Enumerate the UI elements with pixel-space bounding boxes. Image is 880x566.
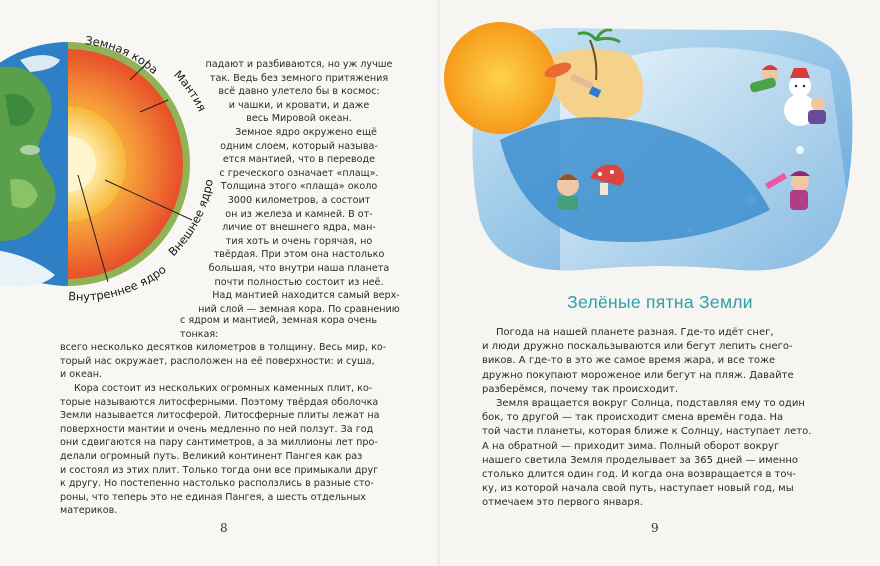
- label-mantle: Мантия: [171, 67, 210, 114]
- text-line: ний слой — земная кора. По сравнению: [198, 303, 400, 315]
- text-line: с греческого означает «плащ».: [219, 167, 379, 179]
- section-heading: Зелёные пятна Земли: [567, 292, 753, 312]
- text-line: Земли называется литосферой. Литосферные плиты лежат на: [60, 410, 380, 422]
- text-line: А на обратной — приходит зима. Полный оборот вокруг: [482, 440, 780, 452]
- text-line: ется мантией, что в переводе: [222, 154, 376, 166]
- text-line: материков.: [60, 505, 118, 517]
- text-line: виков. А где-то в это же самое время жара, и все тоже: [482, 355, 776, 367]
- text-line: той части планеты, которая ближе к Солнцу, наступает лето.: [482, 426, 812, 438]
- text-line: Толщина этого «плаща» около: [220, 181, 378, 193]
- text-line: нашего светила Земля проделывает за 365 дней — именно: [482, 454, 799, 466]
- label-outer-core: Внешнее ядро: [165, 178, 216, 259]
- text-line: тия хоть и очень горячая, но: [225, 235, 373, 247]
- text-line: они сдвигаются на пару сантиметров, а за миллионы лет про-: [60, 437, 378, 449]
- text-line: делали огромный путь. Великий континент Пангея как раз: [60, 450, 363, 462]
- text-line: почти полностью состоит из неё.: [214, 276, 384, 288]
- label-crust: Земная кора: [84, 33, 161, 77]
- text-line: роны, что теперь это не единая Пангея, а шесть отдельных: [60, 491, 366, 503]
- text-line: и люди дружно поскальзываются или бегут лепить снего-: [482, 341, 793, 353]
- text-line: так. Ведь без земного притяжения: [209, 72, 389, 84]
- column-text: [190, 58, 408, 316]
- right-page: [440, 0, 880, 566]
- text-line: всё давно улетело бы в космос:: [218, 86, 380, 98]
- text-line: разберёмся, почему так происходит.: [482, 383, 679, 395]
- text-line: твёрдая. При этом она настолько: [213, 249, 385, 261]
- text-line: отмечаем это первого января.: [482, 497, 643, 509]
- text-line: Земное ядро окружено ещё: [235, 126, 377, 138]
- right-text: [482, 326, 842, 511]
- text-line: поверхности мантии и очень медленно по ней ползут. За год: [60, 423, 374, 435]
- text-line: 3000 километров, а состоит: [227, 194, 371, 206]
- text-line: торые называются литосферными. Поэтому твёрдая оболочка: [60, 396, 379, 408]
- text-line: с ядром и мантией, земная кора очень тонкая:: [180, 315, 377, 340]
- text-line: Кора состоит из нескольких огромных каменных плит, ко-: [74, 382, 373, 394]
- text-line: дружно покупают мороженое или бегут на пляж. Давайте: [482, 369, 794, 381]
- text-line: весь Мировой океан.: [246, 113, 352, 125]
- text-line: падают и разбиваются, но уж лучше: [205, 59, 393, 70]
- text-line: Над мантией находится самый верх-: [212, 290, 400, 302]
- text-line: Земля вращается вокруг Солнца, подставляя ему то один: [496, 398, 805, 410]
- text-line: и чашки, и кровати, и даже: [228, 99, 370, 111]
- page-number-right: 9: [651, 521, 659, 535]
- text-line: личие от внешнего ядра, ман-: [222, 222, 376, 234]
- label-inner-core: Внутреннее ядро: [67, 262, 169, 304]
- text-line: одним слоем, который называ-: [220, 140, 378, 152]
- text-line: Погода на нашей планете разная. Где-то идёт снег,: [496, 327, 774, 338]
- text-line: к другу. Но постепенно настолько расползлись в разные сто-: [60, 478, 374, 490]
- text-line: торый нас окружает, расположен на её поверхности: и суша,: [60, 355, 375, 367]
- seasons-illustration: [440, 0, 880, 290]
- text-line: большая, что внутри наша планета: [208, 262, 390, 274]
- text-line: всего несколько десятков километров в толщину. Весь мир, ко-: [60, 342, 387, 354]
- text-line: он из железа и камней. В от-: [225, 208, 373, 220]
- text-line: столько длится один год. И когда она возвращается в точ-: [482, 469, 796, 481]
- sun: [444, 22, 556, 134]
- boy-kid: [557, 174, 579, 210]
- page-number-left: 8: [220, 521, 228, 535]
- text-line: ку, из которой начала свой путь, наступает новый год, мы: [482, 483, 794, 495]
- wide-text: [60, 314, 408, 518]
- text-line: и состоял из этих плит. Только тогда они все примыкали друг: [60, 464, 379, 476]
- text-line: и океан.: [60, 369, 103, 381]
- text-line: бок, то другой — так происходит смена времён года. На: [482, 412, 784, 424]
